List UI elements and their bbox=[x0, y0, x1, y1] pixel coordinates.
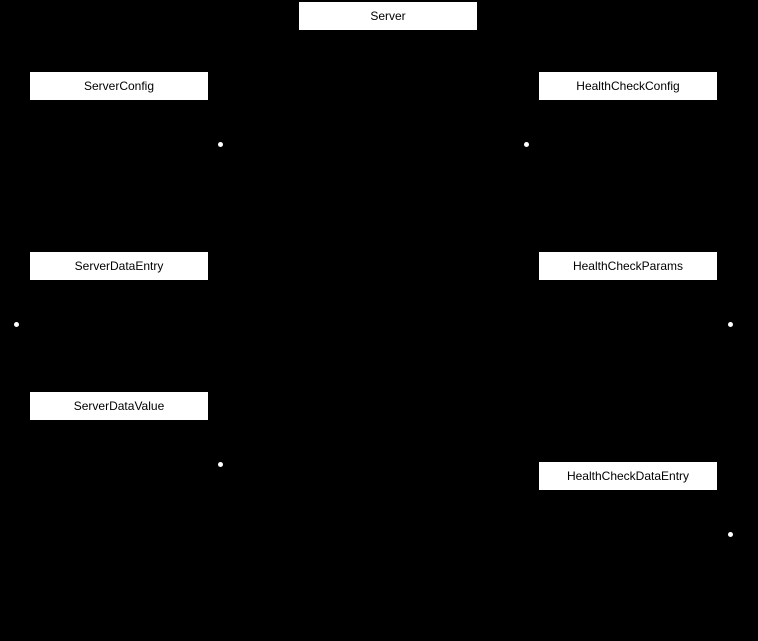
diagram-node[interactable]: ServerDataValue bbox=[29, 391, 209, 421]
connection-marker-dot bbox=[728, 322, 733, 327]
diagram-node[interactable]: HealthCheckParams bbox=[538, 251, 718, 281]
connection-marker-dot bbox=[728, 532, 733, 537]
diagram-node[interactable]: ServerDataEntry bbox=[29, 251, 209, 281]
connection-marker-dot bbox=[14, 322, 19, 327]
diagram-node[interactable]: HealthCheckDataEntry bbox=[538, 461, 718, 491]
diagram-node[interactable]: HealthCheckConfig bbox=[538, 71, 718, 101]
diagram-node[interactable]: ServerConfig bbox=[29, 71, 209, 101]
connection-marker-dot bbox=[218, 462, 223, 467]
connection-marker-dot bbox=[524, 142, 529, 147]
diagram-node[interactable]: Server bbox=[298, 1, 478, 31]
connection-marker-dot bbox=[218, 142, 223, 147]
